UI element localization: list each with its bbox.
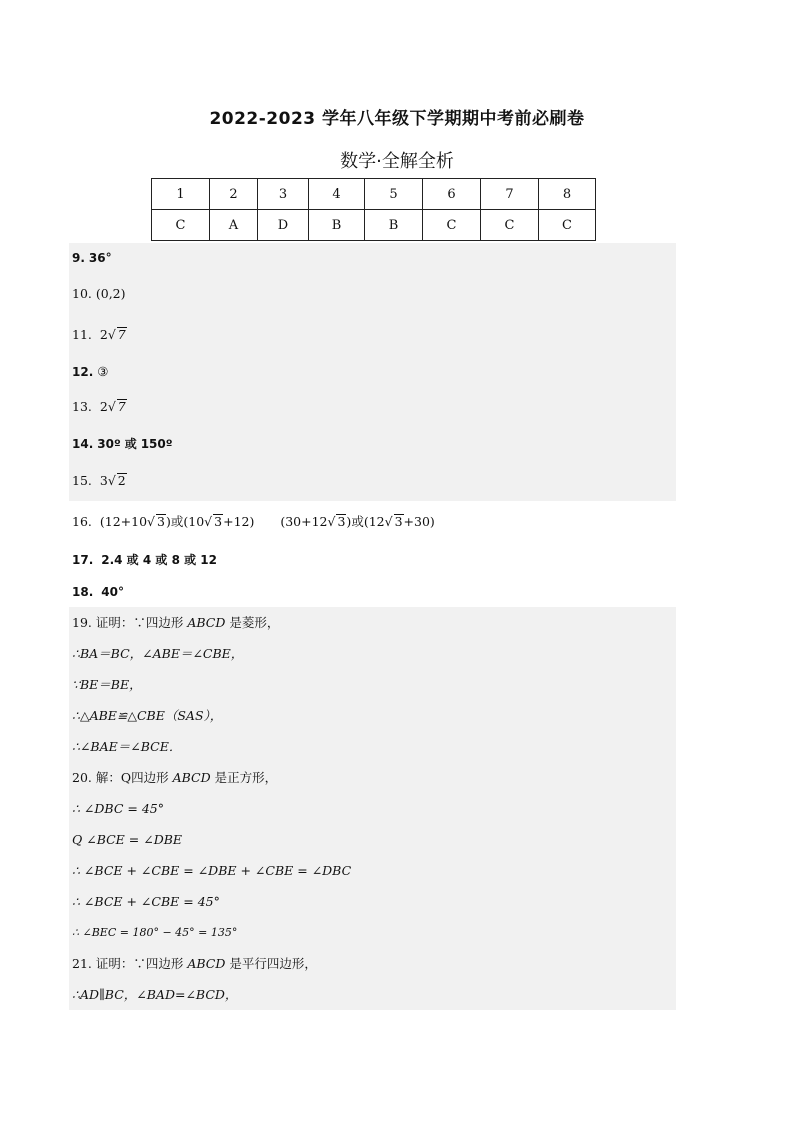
answer-list bbox=[69, 243, 676, 1010]
answer-line-10 bbox=[69, 273, 676, 314]
document-subtitle: 数学·全解全析 bbox=[340, 151, 454, 172]
proof-20-line-1: 20. 解：Q四边形 ABCD 是正方形， bbox=[69, 762, 676, 793]
answer-cell: C bbox=[481, 210, 539, 241]
answer-value: ③ bbox=[97, 364, 109, 379]
answer-line-18 bbox=[69, 576, 676, 607]
answer-line-9 bbox=[69, 243, 676, 273]
proof-21-line-1: 21. 证明：∵四边形 ABCD 是平行四边形， bbox=[69, 948, 676, 979]
answer-cell: A bbox=[210, 210, 258, 241]
answer-line-16: 16. (12+10√ 3)或(10√ 3+12) (30+12√ 3)或(12√ 3+30) bbox=[72, 514, 435, 529]
answer-line-15: 15. 3√ 2 bbox=[69, 461, 676, 501]
answer-line-14 bbox=[69, 426, 676, 461]
question-number-cell: 6 bbox=[423, 179, 481, 210]
coefficient: 2 bbox=[99, 399, 108, 414]
question-number: 18. bbox=[72, 585, 94, 599]
proof-19-line-3: ∵BE＝BE， bbox=[69, 669, 676, 700]
answer-line-17 bbox=[69, 543, 676, 576]
answer-line-13: 13. 2√ 7 bbox=[69, 388, 676, 426]
answer-table-answer-row bbox=[152, 210, 596, 241]
answer-table-number-row bbox=[152, 179, 596, 210]
proof-19-line-2: ∴BA＝BC，∠ABE＝∠CBE， bbox=[69, 638, 676, 669]
answer-value-b: 150º bbox=[140, 437, 173, 451]
proof-20-line-5: ∴ ∠BCE + ∠CBE = 45° bbox=[69, 886, 676, 917]
document-title: 2022-2023 学年八年级下学期期中考前必刷卷 bbox=[209, 109, 585, 129]
proof-19-line-1: 19. 证明：∵四边形 ABCD 是菱形， bbox=[69, 607, 676, 638]
coefficient: 3 bbox=[99, 473, 108, 488]
answer-line-12 bbox=[69, 355, 676, 388]
answer-value: 36° bbox=[88, 251, 112, 265]
proof-20-line-2: ∴ ∠DBC = 45° bbox=[69, 793, 676, 824]
answer-line-11: 11. 2√ 7 bbox=[69, 314, 676, 355]
answer-cell: B bbox=[309, 210, 365, 241]
question-number-cell: 2 bbox=[210, 179, 258, 210]
coefficient: 2 bbox=[99, 327, 108, 342]
question-number-cell: 1 bbox=[152, 179, 210, 210]
question-number: 12. bbox=[72, 365, 94, 379]
question-number: 14. bbox=[72, 437, 94, 451]
question-number: 17. bbox=[72, 553, 94, 567]
proof-21-line-2: ∴AD∥BC，∠BAD=∠BCD， bbox=[69, 979, 676, 1010]
question-number: 11. bbox=[72, 327, 92, 342]
question-number-cell: 4 bbox=[309, 179, 365, 210]
proof-20-line-6: ∴ ∠BEC = 180° − 45° = 135° bbox=[69, 917, 676, 948]
or-word: 或 bbox=[124, 437, 137, 451]
question-number-cell: 3 bbox=[258, 179, 309, 210]
proof-20-line-3: Q ∠BCE = ∠DBE bbox=[69, 824, 676, 855]
radicand: 2 bbox=[117, 473, 126, 488]
answer-value: (0,2) bbox=[95, 286, 126, 301]
answer-cell: C bbox=[423, 210, 481, 241]
proof-19-line-4: ∴△ABE≌△CBE（SAS）， bbox=[69, 700, 676, 731]
answer-cell: B bbox=[365, 210, 423, 241]
answer-value-a: 30º bbox=[97, 437, 121, 451]
question-number: 16. bbox=[72, 514, 92, 529]
answer-value: 2.4 或 4 或 8 或 12 bbox=[101, 553, 217, 567]
question-number: 15. bbox=[72, 473, 92, 488]
proof-20-line-4: ∴ ∠BCE + ∠CBE = ∠DBE + ∠CBE = ∠DBC bbox=[69, 855, 676, 886]
question-number: 9. bbox=[72, 251, 85, 265]
or-word: 或 bbox=[170, 514, 184, 529]
question-number: 10. bbox=[72, 286, 92, 301]
question-number-cell: 5 bbox=[365, 179, 423, 210]
question-number: 13. bbox=[72, 399, 92, 414]
radicand: 7 bbox=[117, 327, 126, 342]
question-number-cell: 8 bbox=[539, 179, 596, 210]
answer-cell: D bbox=[258, 210, 309, 241]
answer-cell: C bbox=[539, 210, 596, 241]
question-number-cell: 7 bbox=[481, 179, 539, 210]
or-word: 或 bbox=[351, 514, 364, 529]
answer-cell: C bbox=[152, 210, 210, 241]
radicand: 7 bbox=[117, 399, 126, 414]
proof-19-line-5: ∴∠BAE＝∠BCE． bbox=[69, 731, 676, 762]
answer-table bbox=[151, 178, 596, 241]
answer-value: 40° bbox=[101, 585, 124, 599]
